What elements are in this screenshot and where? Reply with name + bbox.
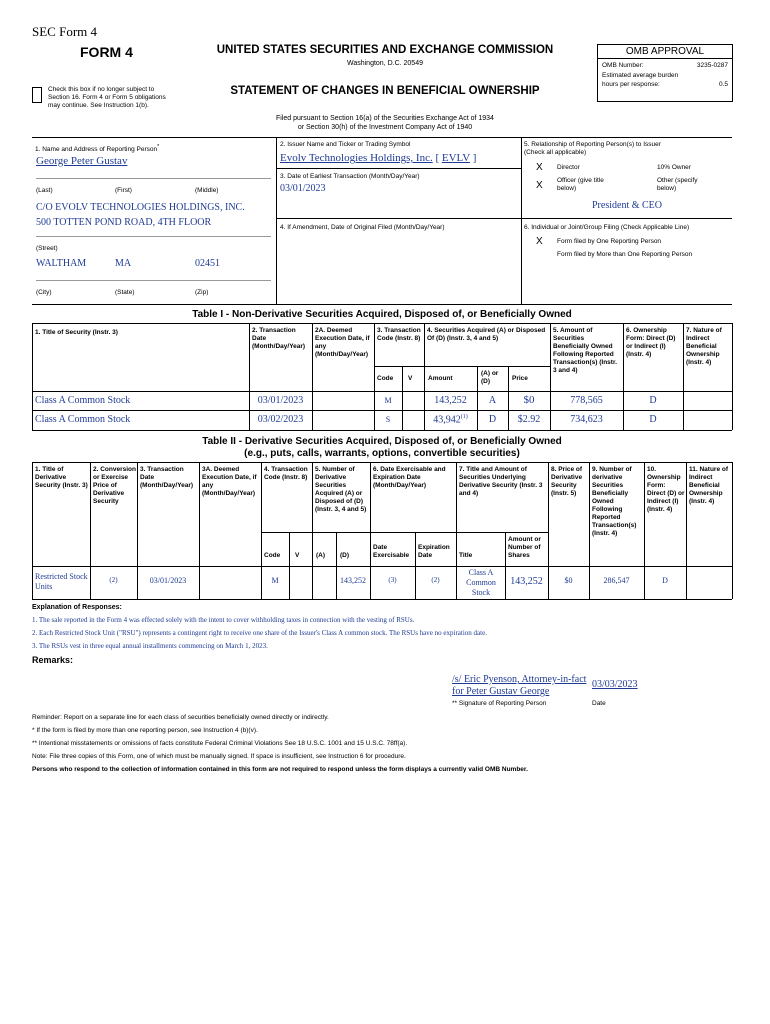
note-omb: Persons who respond to the collection of information contained in this form are not required to respond unless the form displays a currently valid OMB Number. (32, 766, 528, 773)
t2-h8: 8. Price of Derivative Security (Instr. 5) (551, 466, 583, 497)
agency-location: Washington, D.C. 20549 (346, 60, 423, 67)
date-label: Date (592, 700, 606, 707)
t2-row-d: 143,252 (340, 576, 366, 585)
omb-title: OMB APPROVAL (598, 45, 732, 59)
director-label: Director (557, 164, 580, 171)
t1-row1-owned: 778,565 (570, 395, 603, 406)
t1-h1: 1. Title of Security (Instr. 3) (35, 329, 118, 336)
t1-h5: 5. Amount of Securities Beneficially Owned Following Reported Transaction(s) (Instr. 3 and 4) (553, 327, 617, 374)
omb-approval-box (597, 44, 733, 102)
t2-row-exercisable: (3) (388, 576, 397, 584)
t1-h2: 2. Transaction Date (Month/Day/Year) (252, 327, 306, 350)
remarks-heading: Remarks: (32, 655, 74, 665)
middle-label: (Middle) (195, 187, 219, 194)
officer-label: Officer (give title below) (557, 177, 604, 192)
no-longer-subject-checkbox[interactable] (32, 87, 42, 103)
t1-row2-form: D (649, 414, 657, 425)
ten-pct-owner-label: 10% Owner (657, 164, 691, 171)
omb-number-value: 3235-0287 (696, 62, 728, 69)
reporting-person-name: George Peter Gustav (36, 155, 128, 167)
t1-row2-date: 03/02/2023 (257, 414, 304, 425)
t2-row-conv: (2) (109, 576, 118, 584)
filed-pursuant: Filed pursuant to Section 16(a) of the Securities Exchange Act of 1934 or Section 30(h) of the Investment Company Act of 1940 (276, 115, 494, 131)
box3-label: 3. Date of Earliest Transaction (Month/Day/Year) (280, 173, 420, 180)
issuer-name: Evolv Technologies Holdings, Inc. [ EVLV ] (280, 152, 477, 164)
t1-row2-owned: 734,623 (570, 414, 603, 425)
omb-burden-label: Estimated average burden (602, 72, 679, 79)
t2-h6: 6. Date Exercisable and Expiration Date (Month/Day/Year) (373, 466, 446, 489)
t2-h3: 3. Transaction Date (Month/Day/Year) (140, 466, 194, 489)
last-label: (Last) (36, 187, 53, 194)
t2-h9: 9. Number of derivative Securities Beneficially Owned Following Reported Transaction(s) (Instr. 4) (592, 466, 637, 537)
t1-row2-title: Class A Common Stock (35, 414, 131, 425)
agency-title: UNITED STATES SECURITIES AND EXCHANGE COMMISSION (216, 44, 554, 56)
t1-row1-ad: A (488, 395, 497, 406)
t2-h4: 4. Transaction Code (Instr. 8) (264, 466, 308, 481)
t1-sub-v: V (408, 375, 413, 382)
box6-label: 6. Individual or Joint/Group Filing (Check Applicable Line) (524, 224, 690, 231)
t1-row1-form: D (649, 395, 657, 406)
t2-row-underlying-amount: 143,252 (510, 576, 543, 587)
t2-h11: 11. Nature of Indirect Beneficial Ownership (Instr. 4) (689, 466, 729, 505)
omb-hours-value: 0.5 (718, 81, 728, 88)
t2-sub-expiration: Expiration Date (418, 544, 450, 559)
table2-title: Table II - Derivative Securities Acquired, Disposed of, or Beneficially Owned (e.g., puts, calls, warrants, options, convertible securities) (202, 436, 562, 459)
omb-hours-label: hours per response: (602, 81, 660, 88)
t2-row-owned: 286,547 (603, 576, 630, 585)
footnote-1: 1. The sale reported in the Form 4 was effected solely with the intent to cover withholding taxes in connection with the vesting of RSUs. (32, 616, 415, 624)
box1-label: 1. Name and Address of Reporting Person* (35, 144, 160, 154)
address-line-1: C/O EVOLV TECHNOLOGIES HOLDINGS, INC. (36, 202, 245, 213)
statement-title: STATEMENT OF CHANGES IN BENEFICIAL OWNERSHIP (230, 85, 540, 97)
t2-h3a: 3A. Deemed Execution Date, if any (Month/Day/Year) (202, 466, 257, 497)
t2-sub-a: (A) (316, 552, 326, 559)
box5-label: 5. Relationship of Reporting Person(s) to Issuer (Check all applicable) (524, 141, 661, 156)
t2-h10: 10. Ownership Form: Direct (D) or Indirect (I) (Instr. 4) (647, 466, 685, 513)
note-violations: ** Intentional misstatements or omissions of facts constitute Federal Criminal Violations See 18 U.S.C. 1001 and 15 U.S.C. 78ff(a). (32, 740, 408, 747)
city-label: (City) (36, 289, 52, 296)
more-person-label: Form filed by More than One Reporting Person (557, 251, 693, 258)
explanation-heading: Explanation of Responses: (32, 604, 122, 611)
box4-label: 4. If Amendment, Date of Original Filed (Month/Day/Year) (280, 224, 445, 231)
t2-sub-exercisable: Date Exercisable (373, 544, 410, 559)
t2-sub-v: V (295, 552, 300, 559)
officer-check[interactable]: X (536, 180, 543, 191)
sec-form-label: SEC Form 4 (32, 24, 98, 39)
omb-number-label: OMB Number: (602, 62, 644, 69)
signature-label: ** Signature of Reporting Person (452, 700, 547, 707)
t2-h7: 7. Title and Amount of Securities Underlying Derivative Security (Instr. 3 and 4) (459, 466, 543, 497)
city-value: WALTHAM (36, 258, 87, 269)
t1-row2-price: $2.92 (517, 414, 541, 425)
t1-h2a: 2A. Deemed Execution Date, if any (Month/Day/Year) (315, 327, 370, 358)
t1-h6: 6. Ownership Form: Direct (D) or Indirect (I) (Instr. 4) (626, 327, 676, 358)
note-multiple: * If the form is filed by more than one reporting person, see Instruction 4 (b)(v). (32, 727, 258, 734)
t1-row1-amount: 143,252 (434, 395, 467, 406)
first-label: (First) (115, 187, 132, 194)
signature: /s/ Eric Pyenson, Attorney-in-fact for Peter Gustav George (452, 674, 587, 697)
t2-sub-amount: Amount or Number of Shares (508, 536, 541, 559)
t1-sub-amount: Amount (428, 375, 453, 382)
t1-row1-code: M (384, 396, 392, 405)
t1-h4: 4. Securities Acquired (A) or Disposed Of (D) (Instr. 3, 4 and 5) (427, 327, 546, 342)
note-copies: Note: File three copies of this Form, one of which must be manually signed. If space is insufficient, see Instruction 6 for procedure. (32, 753, 406, 760)
footnote-3: 3. The RSUs vest in three equal annual installments commencing on March 1, 2023. (32, 642, 268, 650)
t2-row-date: 03/01/2023 (149, 576, 187, 585)
t1-row1-title: Class A Common Stock (35, 395, 131, 406)
t2-h5: 5. Number of Derivative Securities Acquired (A) or Disposed of (D) (Instr. 3, 4 and 5) (315, 466, 367, 513)
footnote-2: 2. Each Restricted Stock Unit ("RSU") represents a contingent right to receive one share of the Issuer's Class A common stock. The RSUs have no expiration date. (32, 629, 487, 637)
form-title: FORM 4 (80, 44, 133, 60)
signature-date: 03/03/2023 (592, 679, 638, 690)
t2-row-price: $0 (564, 576, 573, 585)
t2-row-expiration: (2) (431, 576, 440, 584)
t1-row2-code: S (385, 415, 391, 424)
t2-h1: 1. Title of Derivative Security (Instr. 3) (35, 466, 88, 489)
earliest-transaction-date: 03/01/2023 (280, 183, 326, 194)
t2-row-underlying-title: Class A Common Stock (466, 568, 496, 597)
t2-sub-d: (D) (340, 552, 350, 559)
one-person-label: Form filed by One Reporting Person (557, 238, 662, 245)
t1-sub-code: Code (377, 375, 394, 382)
t2-row-title: Restricted Stock Units (35, 572, 88, 591)
street-label: (Street) (36, 245, 58, 252)
one-person-check[interactable]: X (536, 236, 543, 247)
zip-label: (Zip) (195, 289, 209, 296)
t2-h2: 2. Conversion or Exercise Price of Derivative Security (93, 466, 136, 505)
issuer-ticker: EVLV (441, 152, 470, 164)
t1-row1-price: $0 (523, 394, 535, 406)
t2-sub-title: Title (459, 552, 473, 559)
table1-title: Table I - Non-Derivative Securities Acquired, Disposed of, or Beneficially Owned (192, 309, 572, 320)
state-value: MA (115, 258, 132, 269)
t1-row2-amount: 43,942$^{(1)}$ (433, 414, 468, 426)
t1-row1-date: 03/01/2023 (257, 395, 304, 406)
address-line-2: 500 TOTTEN POND ROAD, 4TH FLOOR (36, 217, 212, 228)
t1-sub-price: Price (512, 375, 528, 382)
t1-h3: 3. Transaction Code (Instr. 8) (377, 327, 421, 342)
t1-sub-ad: (A) or (D) (481, 370, 499, 385)
zip-value: 02451 (195, 258, 220, 269)
director-check[interactable]: X (536, 162, 543, 173)
t1-h7: 7. Nature of Indirect Beneficial Ownership (Instr. 4) (686, 327, 722, 366)
state-label: (State) (115, 289, 135, 296)
checkbox-text: Check this box if no longer subject to Section 16. Form 4 or Form 5 obligations may continue. See Instruction 1(b). (48, 86, 166, 109)
t2-sub-code: Code (264, 552, 281, 559)
t2-row-form: D (662, 576, 668, 585)
officer-title: President & CEO (592, 200, 662, 211)
other-label: Other (specify below) (657, 177, 698, 192)
t2-row-code: M (271, 576, 279, 585)
t1-row2-ad: D (488, 414, 497, 425)
note-reminder: Reminder: Report on a separate line for each class of securities beneficially owned directly or indirectly. (32, 714, 329, 721)
box2-label: 2. Issuer Name and Ticker or Trading Symbol (280, 141, 411, 148)
